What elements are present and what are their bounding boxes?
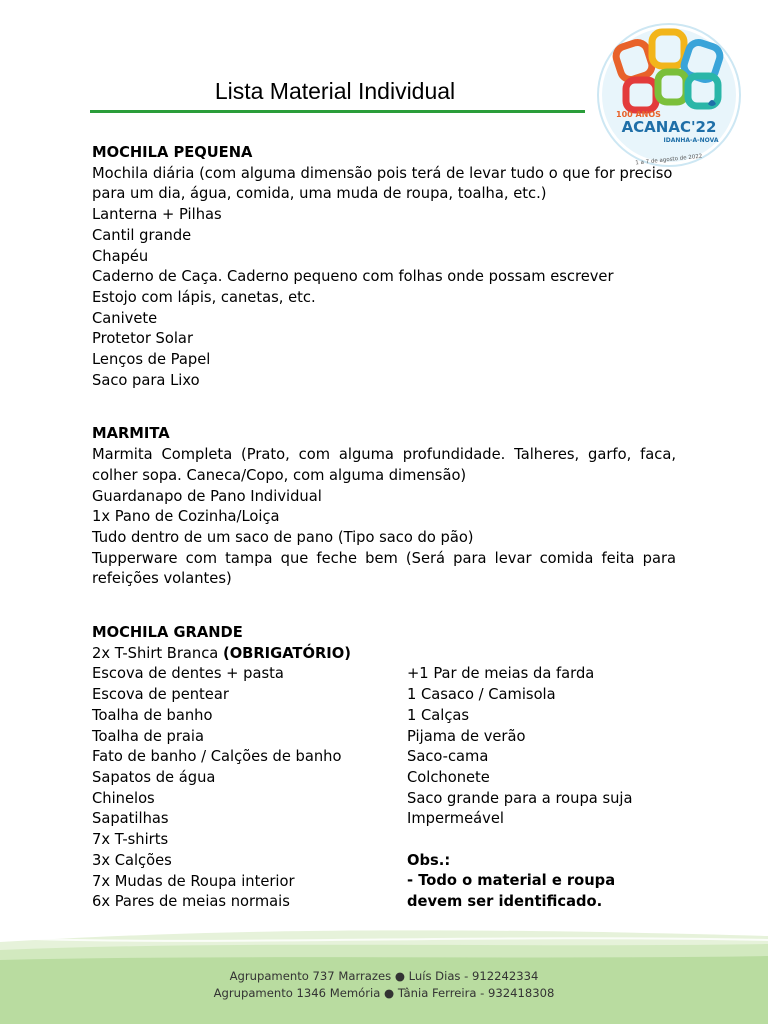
list-item: 7x T-shirts [92, 831, 169, 849]
title-underline [90, 110, 585, 113]
list-item: 1x Pano de Cozinha/Loiça [92, 508, 280, 526]
left-column [92, 664, 392, 912]
section-heading-mochila-grande: MOCHILA GRANDE [92, 624, 243, 642]
list-item-tshirt-branca [92, 644, 676, 665]
list-item: 1 Calças [407, 706, 470, 724]
list-item: Saco grande para a roupa suja [407, 789, 633, 807]
obs-note: devem ser identificado. [407, 893, 603, 911]
page-title: Lista Material Individual [214, 78, 456, 104]
list-item: Cantil grande [92, 226, 192, 244]
section-spacer [92, 391, 676, 424]
logo-anos: 100 ANOS [616, 110, 661, 119]
list-item: Sapatos de água [92, 768, 216, 786]
list-item: 3x Calções [92, 851, 172, 869]
list-item: Fato de banho / Calções de banho [92, 748, 342, 766]
footer-contact-line: Agrupamento 737 Marrazes ● Luís Dias - 912242334 [229, 969, 539, 983]
list-item: Mochila diária (com alguma dimensão pois terá de levar tudo o que for preciso para um dia, água, comida, uma muda de roupa, toalha, etc.) [92, 164, 673, 203]
list-item: Tupperware com tampa que feche bem (Será para levar comida feita para refeições volantes) [92, 549, 676, 588]
list-item: Chapéu [92, 247, 149, 265]
list-item: 1 Casaco / Camisola [407, 686, 556, 704]
logo-location: IDANHA-A-NOVA [663, 137, 719, 144]
footer-contact-line: Agrupamento 1346 Memória ● Tânia Ferreira - 932418308 [213, 986, 555, 1000]
list-item: Canivete [92, 309, 158, 327]
section-spacer [92, 590, 676, 623]
list-item: 6x Pares de meias normais [92, 893, 290, 911]
obs-label: Obs.: [407, 851, 451, 869]
list-item: Tudo dentro de um saco de pano (Tipo saco do pão) [92, 528, 474, 546]
list-item: Saco-cama [407, 748, 489, 766]
list-item: Escova de pentear [92, 686, 229, 704]
list-item: Protetor Solar [92, 330, 193, 348]
list-item: Marmita Completa (Prato, com alguma profundidade. Talheres, garfo, faca, colher sopa. Caneca/Copo, com alguma dimensão) [92, 446, 676, 484]
list-item: Escova de dentes + pasta [92, 665, 284, 683]
list-item: Saco para Lixo [92, 371, 200, 389]
list-item: Toalha de banho [92, 706, 213, 724]
right-column [407, 664, 677, 912]
list-item: Lenços de Papel [92, 351, 211, 369]
list-item: Impermeável [407, 810, 504, 828]
two-column-list [92, 664, 676, 914]
list-item: Caderno de Caça. Caderno pequeno com folhas onde possam escrever [92, 268, 614, 286]
section-heading-mochila-pequena: MOCHILA PEQUENA [92, 144, 253, 161]
logo-name: ACANAC'22 [621, 118, 717, 136]
list-item: Estojo com lápis, canetas, etc. [92, 288, 316, 306]
mandatory-note: (OBRIGATÓRIO) [222, 644, 351, 662]
logo-dates: 1 a 7 de agosto de 2022 [635, 153, 703, 167]
content-body [92, 143, 676, 914]
obs-note: - Todo o material e roupa [407, 872, 616, 890]
list-item: 7x Mudas de Roupa interior [92, 872, 295, 890]
list-item: Sapatilhas [92, 810, 169, 828]
list-item: Colchonete [407, 768, 490, 786]
list-item: Chinelos [92, 789, 155, 807]
list-item: +1 Par de meias da farda [407, 665, 595, 683]
list-item: Guardanapo de Pano Individual [92, 487, 322, 505]
section-heading-marmita: MARMITA [92, 425, 170, 443]
list-item: Pijama de verão [407, 727, 526, 745]
list-item-text: 2x T-Shirt Branca [92, 644, 219, 662]
blank-line [407, 830, 677, 851]
list-item: Lanterna + Pilhas [92, 206, 222, 224]
list-item: Toalha de praia [92, 727, 204, 745]
